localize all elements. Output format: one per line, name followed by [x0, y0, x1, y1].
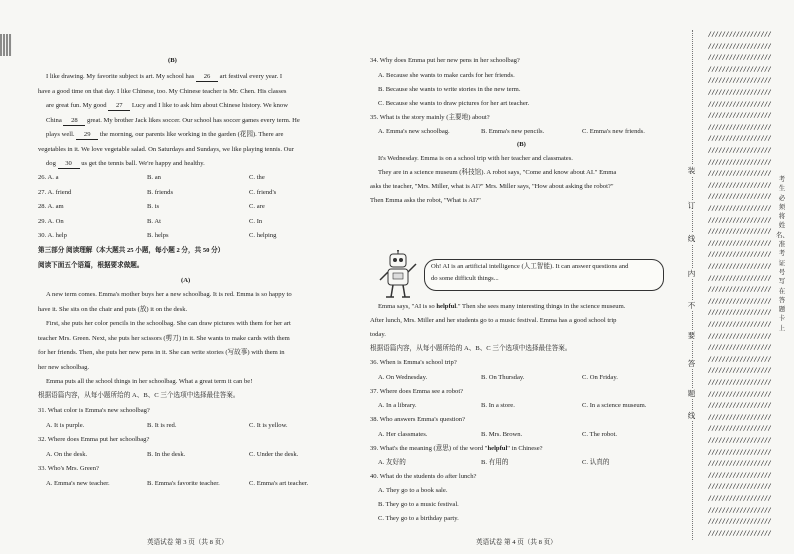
option-a: A. Her classmates.: [378, 431, 428, 438]
option-a: 27. A. friend: [38, 189, 72, 196]
passage-line: have it. She sits on the chair and puts (放) it on the desk.: [38, 306, 188, 313]
binding-char: 答: [687, 359, 696, 368]
binding-slash-row: //////////////////: [708, 354, 772, 363]
option-a: A. In a library.: [378, 402, 417, 409]
passage-heading: (B): [517, 141, 526, 148]
passage-line: They are in a science museum (科技馆). A robot says, "Come and know about AI." Emma: [378, 169, 617, 176]
binding-slash-row: //////////////////: [708, 401, 772, 410]
qr-code-icon: [0, 34, 12, 56]
question: 36. When is Emma's school trip?: [370, 359, 457, 366]
binding-slash-row: //////////////////: [708, 262, 772, 270]
page-footer: 英语试卷 第 3 页（共 8 页）: [147, 539, 228, 546]
binding-slash-row: //////////////////: [708, 134, 772, 143]
bubble-text: do some difficult things...: [431, 275, 499, 282]
binding-slash-row: //////////////////: [708, 331, 772, 340]
binding-slash-row: //////////////////: [708, 88, 772, 96]
binding-slash-row: //////////////////: [708, 122, 772, 131]
binding-slash-row: //////////////////: [708, 273, 772, 282]
option-b: B. Mrs. Brown.: [481, 431, 523, 438]
question: 37. Where does Emma see a robot?: [370, 388, 464, 395]
cloze-blank: 28: [63, 117, 85, 126]
binding-slash-row: //////////////////: [708, 296, 772, 305]
passage-line: asks the teacher, "Mrs. Miller, what is AI?" Mrs. Miller says, "How about asking the robot?": [370, 183, 614, 190]
binding-slash-row: //////////////////: [708, 250, 772, 259]
option-b: B. friends: [147, 189, 174, 196]
option-a: A. It is purple.: [46, 422, 85, 429]
bold-word: helpful: [487, 445, 508, 452]
passage-line: are great fun. My good 27 Lucy and I like to ask him about Chinese history. We know: [46, 102, 288, 109]
passage-line: her new schoolbag.: [38, 364, 90, 371]
option: C. They go to a birthday party.: [378, 515, 459, 522]
passage-line: teacher Mrs. Green. Next, she puts her scissors (剪刀) in it. She wants to make cards with them: [38, 335, 290, 342]
option-b: B. It is red.: [147, 422, 177, 429]
passage-line: for her friends. Then, she puts her new pens in it. She can write stories (写故事) with them in: [38, 349, 285, 356]
binding-slash-row: //////////////////: [708, 320, 772, 328]
binding-slash-row: //////////////////: [708, 505, 772, 514]
passage-heading: (A): [181, 277, 191, 284]
option-c: C. On Friday.: [582, 374, 618, 381]
passage-line: today.: [370, 331, 386, 338]
option-b: B. an: [147, 174, 161, 181]
binding-slash-row: //////////////////: [708, 447, 772, 456]
binding-char: 内: [687, 269, 696, 278]
option-c: C. are: [249, 203, 265, 210]
passage-line: Then Emma asks the robot, "What is AI?": [370, 197, 481, 204]
option-c: C. Emma's new friends.: [582, 128, 645, 135]
binding-slash-row: //////////////////: [708, 30, 772, 38]
binding-slash-row: //////////////////: [708, 366, 772, 375]
option-a: 30. A. help: [38, 232, 67, 239]
binding-slash-row: //////////////////: [708, 517, 772, 526]
passage-line: plays well. 29 the morning, our parents like working in the garden (花园). There are: [46, 131, 284, 138]
passage-line: After lunch, Mrs. Miller and her students go to a music festival. Emma has a good school trip: [370, 317, 617, 324]
option-a: 26. A. a: [38, 174, 59, 181]
binding-slash-row: //////////////////: [708, 111, 772, 120]
passage-line: have a good time on that day. I like Chinese, too. My Chinese teacher is Mr. Chen. His classes: [38, 88, 287, 95]
section-instruction: 阅读下面五个语篇，根据要求做题。: [38, 262, 144, 269]
option-b: B. helps: [147, 232, 169, 239]
binding-slash-row: //////////////////: [708, 227, 772, 236]
question: 33. Who's Mrs. Green?: [38, 465, 99, 472]
binding-slash-row: //////////////////: [708, 482, 772, 491]
passage-line: China 28 great. My brother Jack likes soccer. Our school has soccer games every term. He: [46, 117, 300, 124]
question: 32. Where does Emma put her schoolbag?: [38, 436, 150, 443]
binding-slash-row: //////////////////: [708, 343, 772, 352]
option-a: A. Emma's new schoolbag.: [378, 128, 450, 135]
binding-slash-row: //////////////////: [708, 157, 772, 166]
passage-heading: (B): [168, 57, 177, 64]
cloze-blank: 30: [58, 160, 80, 169]
bold-word: helpful: [436, 303, 457, 310]
binding-slash-row: //////////////////: [708, 494, 772, 502]
cloze-blank: 29: [76, 131, 98, 140]
binding-slash-row: //////////////////: [708, 459, 772, 468]
binding-slash-row: //////////////////: [708, 238, 772, 247]
option: A. They go to a book sale.: [378, 487, 448, 494]
binding-slash-row: //////////////////: [708, 64, 772, 73]
bubble-text: Oh! AI is an artificial intelligence (人工智能). It can answer questions and: [431, 263, 629, 270]
option-b: B. is: [147, 203, 160, 210]
passage-line: 根据语篇内容，从每小题所给的 A、B、C 三个选项中选择最佳答案。: [38, 392, 240, 399]
question: 38. Who answers Emma's question?: [370, 416, 466, 423]
passage-line: vegetables in it. We love vegetable salad. On Saturdays and Sundays, we like playing tennis. Our: [38, 146, 294, 153]
page-footer: 英语试卷 第 4 页（共 8 页）: [476, 539, 557, 546]
option-c: C. the: [249, 174, 265, 181]
option-c: C. In a science museum.: [582, 402, 647, 409]
instruction: 根据语篇内容，从每小题所给的 A、B、C 三个选项中选择最佳答案。: [370, 345, 572, 352]
option-a: 28. A. am: [38, 203, 64, 210]
option-c: C. 认真的: [582, 459, 610, 466]
question: 31. What color is Emma's new schoolbag?: [38, 407, 150, 414]
option-c: C. The robot.: [582, 431, 618, 438]
binding-slash-row: //////////////////: [708, 99, 772, 108]
question: 35. What is the story mainly (主要地) about?: [370, 114, 490, 121]
option-b: B. At: [147, 218, 161, 225]
option-b: B. 有用的: [481, 459, 509, 466]
binding-slash-row: //////////////////: [708, 41, 772, 50]
option-a: A. On Wednesday.: [378, 374, 428, 381]
passage-line: First, she puts her color pencils in the schoolbag. She can draw pictures with them for her art: [46, 320, 291, 327]
binding-slash-row: //////////////////: [708, 215, 772, 224]
passage-line: Emma says, "AI is so helpful." Then she sees many interesting things in the science museum.: [378, 303, 626, 310]
passage-line: dog 30 us get the tennis ball. We're happy and healthy.: [46, 160, 205, 167]
binding-slash-row: //////////////////: [708, 470, 772, 479]
option-a: A. On the desk.: [46, 451, 88, 458]
binding-char: 装: [687, 166, 696, 175]
passage-line: Emma puts all the school things in her schoolbag. What a great term it can be!: [46, 378, 253, 385]
binding-slash-row: //////////////////: [708, 412, 772, 421]
binding-char: 题: [687, 389, 696, 398]
binding-char: 线: [687, 234, 696, 243]
binding-slash-row: //////////////////: [708, 308, 772, 317]
option-c: C. Emma's art teacher.: [249, 480, 309, 487]
binding-slash-row: //////////////////: [708, 528, 772, 537]
option-b: B. On Thursday.: [481, 374, 525, 381]
binding-slash-row: //////////////////: [708, 424, 772, 433]
passage-line: I like drawing. My favorite subject is art. My school has 26 art festival every year. I: [46, 73, 283, 80]
binding-dotted-line: [692, 30, 694, 540]
option-a: 29. A. On: [38, 218, 64, 225]
option-c: C. In: [249, 218, 263, 225]
question: 39. What's the meaning (意思) of the word "helpful" in Chinese?: [370, 445, 543, 452]
passage-line: It's Wednesday. Emma is on a school trip with her teacher and classmates.: [378, 155, 573, 162]
binding-notice: 考生必须将姓名、准考证号写在答题卡上: [776, 176, 789, 332]
option: B. Because she wants to write stories in the new term.: [378, 86, 521, 93]
cloze-blank: 27: [108, 102, 130, 111]
binding-slash-row: //////////////////: [708, 378, 772, 386]
binding-slash-row: //////////////////: [708, 53, 772, 62]
option-b: B. Emma's new pencils.: [481, 128, 545, 135]
option: B. They go to a music festival.: [378, 501, 459, 508]
binding-slash-row: //////////////////: [708, 169, 772, 178]
question: 34. Why does Emma put her new pens in her schoolbag?: [370, 57, 520, 64]
passage-line: A new term comes. Emma's mother buys her a new schoolbag. It is red. Emma is so happy to: [46, 291, 292, 298]
option: C. Because she wants to draw pictures for her art teacher.: [378, 100, 530, 107]
binding-slash-row: //////////////////: [708, 76, 772, 85]
option-a: A. 友好的: [378, 459, 406, 466]
binding-slash-row: //////////////////: [708, 204, 772, 212]
cloze-blank: 26: [196, 73, 218, 82]
binding-slash-row: //////////////////: [708, 436, 772, 444]
section-title: 第三部分 阅读理解（本大题共 25 小题，每小题 2 分，共 50 分）: [38, 247, 225, 254]
option-b: B. In the desk.: [147, 451, 186, 458]
robot-illustration-icon: [376, 250, 420, 300]
option-c: C. friend's: [249, 189, 277, 196]
option-a: A. Emma's new teacher.: [46, 480, 110, 487]
option-b: B. Emma's favorite teacher.: [147, 480, 220, 487]
binding-char: 订: [687, 201, 696, 210]
option-c: C. Under the desk.: [249, 451, 299, 458]
option-c: C. It is yellow.: [249, 422, 288, 429]
binding-slash-row: //////////////////: [708, 146, 772, 154]
option-b: B. In a store.: [481, 402, 515, 409]
binding-slash-row: //////////////////: [708, 389, 772, 398]
binding-slash-row: //////////////////: [708, 285, 772, 294]
option: A. Because she wants to make cards for her friends.: [378, 72, 515, 79]
binding-char: 要: [687, 331, 696, 340]
binding-char: 线: [687, 411, 696, 420]
option-c: C. helping: [249, 232, 277, 239]
question: 40. What do the students do after lunch?: [370, 473, 477, 480]
binding-slash-row: //////////////////: [708, 180, 772, 189]
binding-char: 不: [687, 301, 696, 310]
binding-slash-row: //////////////////: [708, 192, 772, 201]
